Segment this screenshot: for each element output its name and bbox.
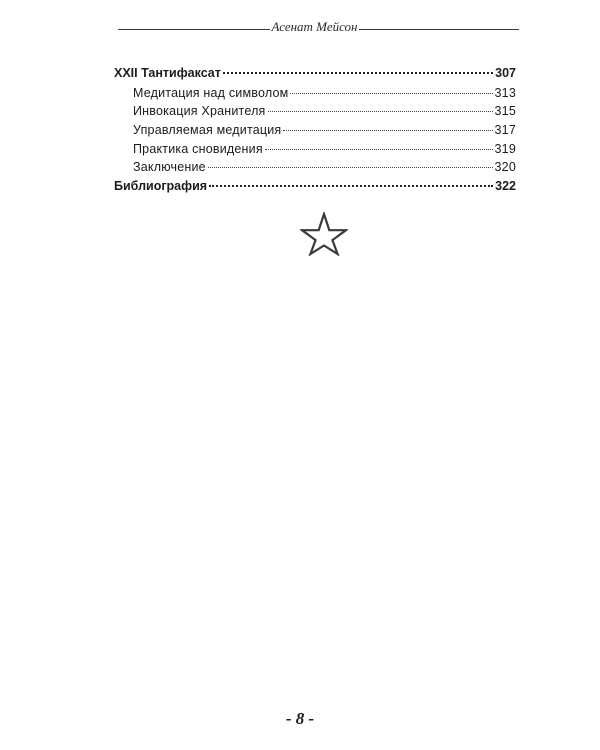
toc-dot-leader	[208, 167, 493, 168]
toc-entry-page: 307	[495, 66, 516, 80]
toc-entry-title: XXII Тантифаксат	[114, 66, 221, 80]
toc-entry-title: Библиография	[114, 178, 208, 193]
toc-entry-page: 319	[494, 141, 516, 156]
page-number: - 8 -	[285, 709, 315, 728]
toc-entry-page: 320	[494, 160, 516, 175]
toc-dot-leader	[290, 93, 492, 94]
toc-bibliography-entry[interactable]	[114, 177, 516, 197]
toc-section-entry[interactable]	[114, 102, 516, 121]
toc-entry-title: Инвокация Хранителя	[133, 104, 266, 119]
toc-section-entry[interactable]	[114, 121, 516, 140]
toc-entry-title: Практика сновидения	[133, 141, 263, 156]
toc-section-entry[interactable]	[114, 84, 516, 103]
toc-dot-leader	[209, 185, 493, 187]
table-of-contents	[114, 64, 516, 196]
toc-section-entry[interactable]	[114, 140, 516, 159]
toc-entry-title: Управляемая медитация	[133, 122, 282, 137]
header-rule-right	[359, 29, 519, 30]
toc-entry-title: Медитация над символом	[133, 85, 289, 100]
toc-dot-leader	[283, 130, 492, 131]
toc-entry-page: 315	[494, 104, 516, 119]
toc-entry-page: 317	[494, 122, 516, 137]
toc-chapter-entry[interactable]	[114, 64, 516, 84]
toc-dot-leader	[223, 72, 493, 74]
toc-entry-page: 313	[494, 85, 516, 100]
toc-section-entry[interactable]	[114, 158, 516, 177]
toc-entry-title: Заключение	[133, 160, 206, 175]
toc-entry-page: 322	[495, 178, 516, 193]
toc-dot-leader	[265, 149, 493, 150]
header-rule-left	[118, 29, 270, 30]
running-header-title: Асенат Мейсон	[271, 19, 358, 34]
pentagram-star-icon	[300, 212, 348, 256]
toc-dot-leader	[268, 111, 493, 112]
